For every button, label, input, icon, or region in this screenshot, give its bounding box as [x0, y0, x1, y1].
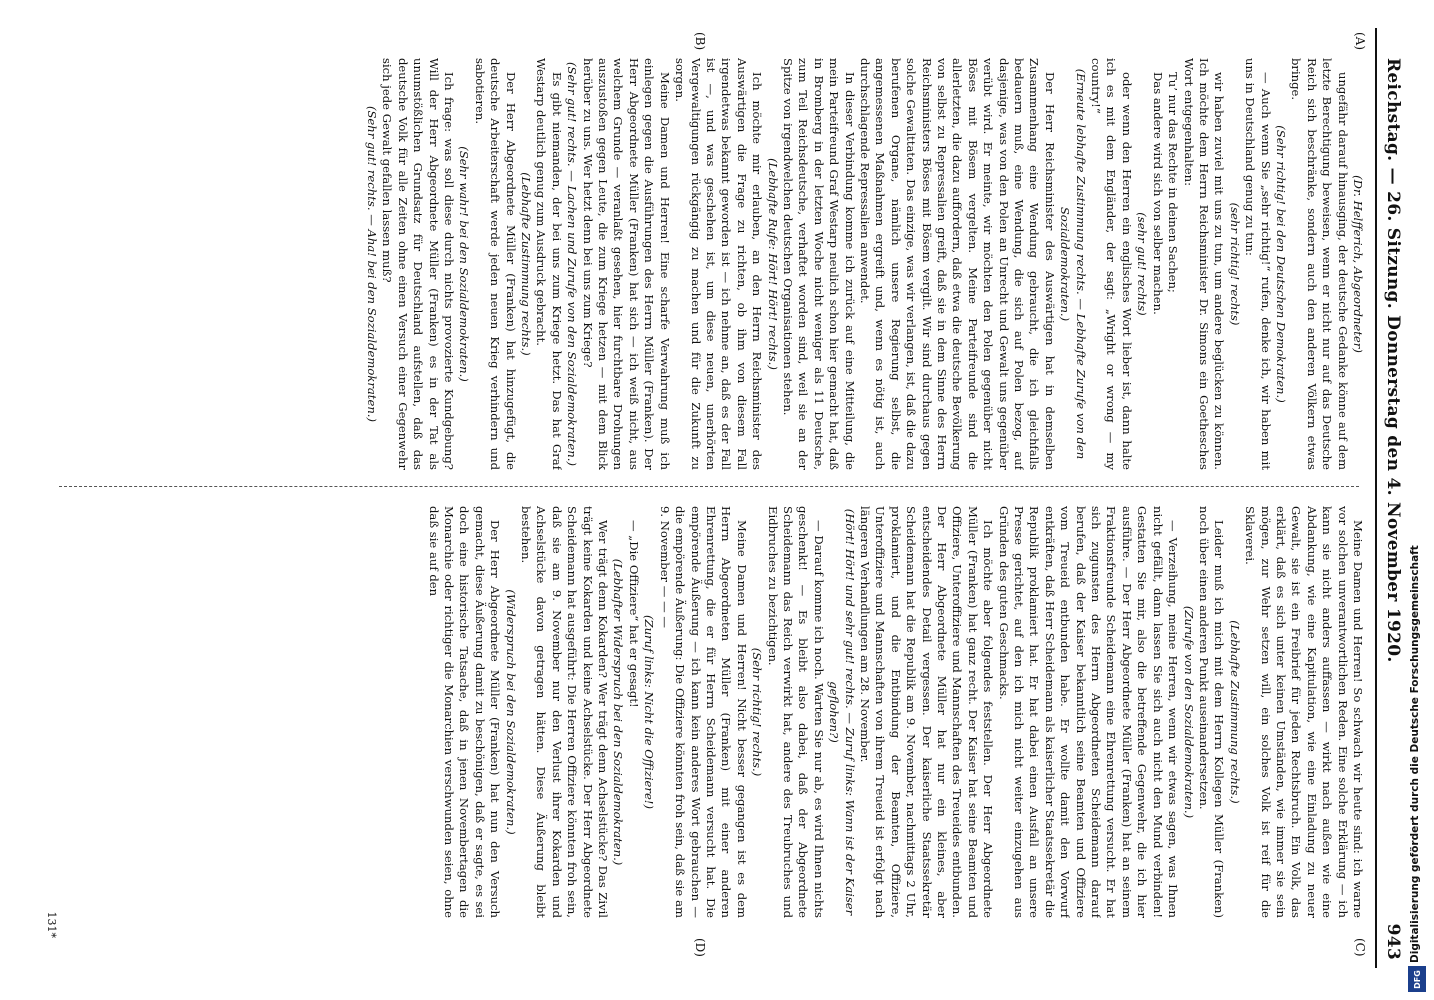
text-paragraph: Der Herr Abgeordnete Müller (Franken) hat hinzugefügt, die deutsche Arbeiterschaft werde jeden neuen Krieg verhindern und sabotieren.: [472, 58, 518, 470]
text-paragraph: Ich frage: was soll diese durch nichts provozierte Kundgebung? Will der Herr Abgeordnete Müller (Franken) es in der Tat als unumstößlichen Grundsatz für Deutschland aufstellen, daß das deutsche Volk für alle Zeiten ohne einen Versuch einer Gegenwehr sich jede Gewalt gefallen lassen muß?: [380, 58, 457, 470]
signature-mark: 131*: [45, 911, 58, 938]
text-paragraph: — Darauf komme ich noch. Warten Sie nur ab, es wird Ihnen nichts geschenkt! — Es bleibt also dabei, daß der Abgeordnete Scheidemann das Reich verwirkt hat, andere des Treubruches und Eidbruches zu bezichtigen.: [765, 506, 826, 918]
text-paragraph: Meine Damen und Herren! Nicht besser gegangen ist es dem Herrn Abgeordneten Müller (Franken) mit einer anderen Ehrenrettung, die er für Herrn Scheidemann versucht hat. Die empörende Äußerung — ich kann kein anderes Wort gebrauchen — die empörende Äußerung: Die Offiziere könnten froh sein, daß sie am 9. November — — —: [657, 506, 749, 918]
text-paragraph: (sehr richtig! rechts): [1227, 202, 1242, 326]
text-paragraph: Ich möchte aber folgendes feststellen. Der Herr Abgeordnete Müller (Franken) hat ganz recht. Der Kaiser hat seine Beamten und Offiziere, Unteroffiziere und Mannschaften des Treueides entbunden. Der Herr Abgeordnete Müller hat nur ein kleines, aber entscheidendes Detail vergessen. Der kaiserliche Staatssekretär Scheidemann hat die Republik am 9. November, nachmittags 2 Uhr, proklamiert, und die Entbindung der Beamten, Offiziere, Unteroffiziere und Mannschaften von ihrem Treueid ist erfolgt nach längeren Verhandlungen am 28. November.: [858, 506, 996, 918]
dfg-logo-text: DFG: [1412, 969, 1422, 989]
margin-marker-a: (A): [1353, 32, 1367, 51]
text-paragraph: (Lebhafte Rufe: Hört! Hört! rechts.): [765, 158, 780, 370]
text-paragraph: (Dr. Helfferich, Abgeordneter): [1351, 175, 1365, 353]
text-paragraph: Tu’ nur das Rechte in deinen Sachen;: [1166, 72, 1181, 293]
text-paragraph: (Zuruf links: Nicht die Offiziere!): [642, 614, 657, 809]
text-paragraph: Das andere wird sich von selber machen.: [1150, 72, 1165, 315]
digitization-credit: [1407, 545, 1427, 1000]
text-paragraph: (Sehr richtig! rechts.): [750, 647, 765, 777]
text-paragraph: Wer trägt denn Kokarden? Wer trägt denn Achselstücke? Das Zivil trägt keine Kokarden und keine Achselstücke. Der Herr Abgeordnete Scheidemann hat ausgeführt: Die Herren Offiziere könnten froh sein, daß sie am 9. November nur den Verlust ihrer Kokarden und Achselstücke davon getragen hätten. Diese Äußerung bleibt bestehen.: [519, 506, 611, 918]
credit-text: Digitalisierung gefördert durch die Deutsche Forschungsgemeinschaft: [1409, 545, 1421, 963]
text-paragraph: (Sehr gut! rechts. — Aha! bei den Sozialdemokraten.): [365, 105, 379, 423]
text-paragraph: (Sehr gut! rechts. — Lachen und Zurufe von den Sozialdemokraten.): [565, 62, 580, 466]
text-paragraph: — „Die Offiziere“ hat er gesagt!: [626, 520, 641, 708]
text-paragraph: wir haben zuviel mit uns zu tun, um andere beglücken zu können. Ich möchte dem Herrn Reichsminister Dr. Simons ein Goethesches Wort entgegenhalten:: [1181, 58, 1227, 470]
text-paragraph: (sehr gut! rechts): [1135, 212, 1150, 316]
margin-marker-d: (D): [693, 938, 707, 957]
margin-marker-c: (C): [1353, 938, 1367, 957]
scanned-page: [37, 28, 1407, 968]
running-title: Reichstag. — 26. Sitzung. Donnerstag den 4. November 1920.: [1383, 58, 1403, 663]
text-paragraph: Meine Damen und Herren! Eine scharfe Verwahrung muß ich einlegen gegen die Ausführungen des Herrn Müller (Franken). Der Herr Abgeordnete Müller (Franken) hat sich — ich weiß nicht, aus welchem Grunde — veranlaßt gesehen, hier furchtbare Drohungen auszustoßen gegen Leute, die zum Kriege hetzen — mit dem Blick herüber zu uns. Wer hetzt denn bei uns zum Kriege?: [580, 58, 672, 470]
text-paragraph: Es gibt niemanden, der bei uns zum Kriege hetzt. Das hat Graf Westarp deutlich genug zum Ausdruck gebracht.: [534, 58, 564, 470]
text-paragraph: In dieser Verbindung komme ich zurück auf eine Mitteilung, die mein Parteifreund Graf Westarp neulich schon hier gemacht hat, daß in Bromberg in der letzten Woche nicht weniger als 11 Deutsche, zum Teil Reichsdeutsche, verhaftet worden sind, weil sie an der Spitze von irgendwelchen deutschen Organisationen stehen.: [780, 58, 857, 470]
page-number: 943: [1383, 923, 1403, 960]
running-header: [1375, 28, 1407, 968]
column-divider: [59, 486, 1359, 487]
text-paragraph: (Widerspruch bei den Sozialdemokraten.): [503, 589, 518, 835]
left-text-column: [75, 58, 1365, 470]
text-paragraph: — Verzeihung, meine Herren, wenn wir etwas sagen, was Ihnen nicht gefällt, dann lassen Sie sich auch nicht den Mund verbinden! Gestatten Sie mir, also die betreffende Gegenwehr, die ich hier ausführe. — Der Herr Abgeordnete Müller (Franken) hat an seinem Fraktionsfreunde Scheidemann eine Ehrenrettung versucht. Er hat sich zugunsten des Herrn Abgeordneten Scheidemann darauf berufen, daß der Kaiser bekanntlich seine Beamten und Offiziere vom Treueid entbunden habe. Er wollte damit den Vorwurf entkräften, daß Herr Scheidemann als kaiserlicher Staatssekretär die Republik proklamiert hat. Er hat dabei einen Ausfall an unsere Presse gerichtet, auf den ich mich nicht weiter einzugehen aus Gründen des guten Geschmacks.: [996, 506, 1181, 918]
text-paragraph: (Hört! Hört! und sehr gut! rechts. — Zuruf links: Wann ist der Kaiser geflohen?): [827, 508, 857, 916]
right-text-column: [75, 506, 1365, 918]
text-paragraph: Leider muß ich mich mit dem Herrn Kollegen Müller (Franken) noch über einen anderen Punkt auseinandersetzen.: [1196, 506, 1227, 918]
text-paragraph: (Zurufe von den Sozialdemokraten.): [1181, 605, 1196, 819]
dfg-logo-icon: [1408, 966, 1426, 992]
text-paragraph: oder wenn den Herren ein englisches Wort lieber ist, dann halte ich es mit dem Engländer, der sagt: „Wright or wrong — my country!“: [1089, 58, 1134, 470]
text-paragraph: — Auch wenn Sie „sehr richtig!“ rufen, denke ich, wir haben mit uns in Deutschland genug zu tun:: [1243, 58, 1273, 470]
text-paragraph: Der Herr Abgeordnete Müller (Franken) hat nun den Versuch gemacht, diese Äußerung damit zu beschönigen, daß er sagte, es sei doch eine historische Tatsache, daß in jenen Novembertagen die Monarchie oder richtiger die Monarchien verschwunden seien, ohne daß sie auf den: [426, 506, 503, 918]
text-paragraph: ungefähr darauf hinausging, der deutsche Gedanke könne auf dem letzte Berechtigung beweisen, wenn er nicht nur auf das Deutsche Reich sich beschränke, sondern auch den anderen Völkern etwas bringe.: [1289, 58, 1350, 470]
text-paragraph: (Erneute lebhafte Zustimmung rechts. — Lebhafte Zurufe von den Sozialdemokraten.): [1058, 68, 1088, 460]
text-paragraph: (Lebhafter Widerspruch bei den Sozialdemokraten.): [611, 558, 626, 866]
text-paragraph: Der Herr Reichsminister des Auswärtigen hat in demselben Zusammenhang eine Wendung gebraucht, die ich gleichfalls bedauern muß, eine Wendung, die sich auf Polen bezog, auf dasjenige, was von den Polen an Unrecht und Gewalt uns gegenüber verübt wird. Er meinte, wir möchten den Polen gegenüber nicht Böses mit Bösem vergelten. Meine Parteifreunde sind die allerletzten, die dazu auffordern, daß etwa die deutsche Bevölkerung von selbst zu Repressalien greift, daß sie in dem Sinne des Herrn Reichsministers Böses mit Bösem vergilt. Wir sind durchaus gegen solche Gewalttaten. Das einzige, was wir verlangen, ist, daß die dazu berufenen Organe, nämlich unsere Regierung selbst, die angemessenen Maßnahmen ergreift und, wenn es nötig ist, auch durchschlagende Repressalien anwendet.: [858, 58, 1057, 470]
text-paragraph: (Lebhafte Zustimmung rechts.): [1227, 620, 1242, 804]
text-paragraph: Ich möchte mir erlauben, an den Herrn Reichsminister des Auswärtigen die Frage zu richten, ob ihm von diesem Fall irgendetwas bekannt geworden ist — ich nehme an, daß es der Fall ist —, und was geschehen ist, um diese neuen, unerhörten Vergewaltigungen rückgängig zu machen und für die Zukunft zu sorgen.: [673, 58, 765, 470]
text-paragraph: (Lebhafte Zustimmung rechts.): [519, 172, 534, 356]
text-paragraph: (Sehr wahr! bei den Sozialdemokraten.): [457, 146, 472, 382]
margin-marker-b: (B): [693, 32, 707, 51]
text-paragraph: Meine Damen und Herren! So schwach wir heute sind: ich warne vor solchen unverantwortlichen Reden. Eine solche Erklärung — ich kann sie nicht anders auffassen — wirkt nach außen wie eine Abdankung, wie eine Kapitulation, wie eine Einladung zu neuer Gewalt, sie ist ein Freibrief für jeden Rechtsbruch. Ein Volk, das erklärt, daß es sich unter keinen Umständen, wie immer sie sein mögen, zur Wehr setzen will, ein solches Volk ist reif für die Sklaverei.: [1243, 506, 1365, 918]
text-paragraph: (Sehr richtig! bei den Deutschen Demokraten.): [1273, 125, 1288, 403]
